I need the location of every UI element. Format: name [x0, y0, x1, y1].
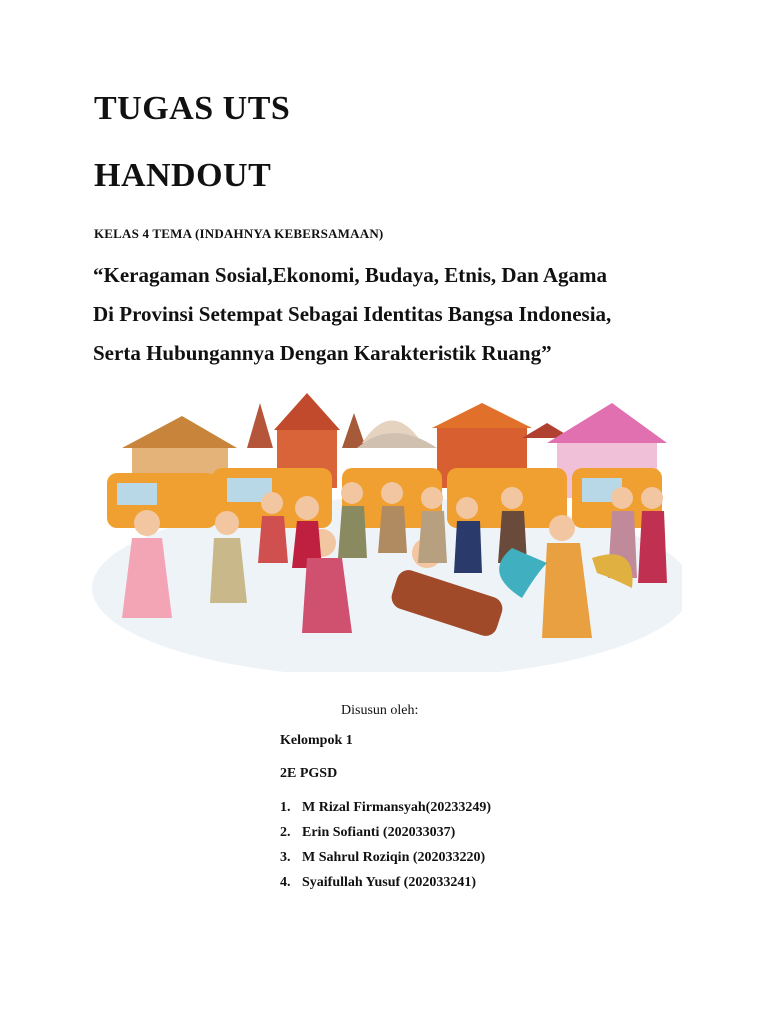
list-item [280, 849, 491, 874]
list-item [280, 799, 491, 824]
cultural-diversity-illustration [92, 388, 682, 672]
quote-line-3: Serta Hubungannya Dengan Karakteristik Ruang” [93, 341, 552, 365]
member-name: Syaifullah Yusuf (202033241) [302, 875, 477, 890]
title-handout: HANDOUT [94, 157, 272, 194]
kelompok-label: Kelompok 1 [280, 733, 353, 748]
title-tugas-uts: TUGAS UTS [94, 90, 291, 127]
disusun-label: Disusun oleh: [341, 703, 419, 718]
topic-quote [93, 256, 733, 373]
quote-line-1: “Keragaman Sosial,Ekonomi, Budaya, Etnis, Dan Agama [93, 263, 608, 287]
kelas-group-label: 2E PGSD [280, 766, 338, 781]
list-item [280, 874, 491, 899]
list-item [280, 824, 491, 849]
member-name: M Rizal Firmansyah(20233249) [302, 800, 491, 815]
list-number: 3. [280, 850, 291, 865]
list-number: 4. [280, 875, 291, 890]
member-name: M Sahrul Roziqin (202033220) [302, 850, 486, 865]
member-list [280, 799, 491, 899]
member-name: Erin Sofianti (202033037) [302, 825, 456, 840]
list-number: 2. [280, 825, 291, 840]
kelas-tema: KELAS 4 TEMA (INDAHNYA KEBERSAMAAN) [94, 226, 384, 241]
list-number: 1. [280, 800, 291, 815]
quote-line-2: Di Provinsi Setempat Sebagai Identitas Bangsa Indonesia, [93, 302, 612, 326]
